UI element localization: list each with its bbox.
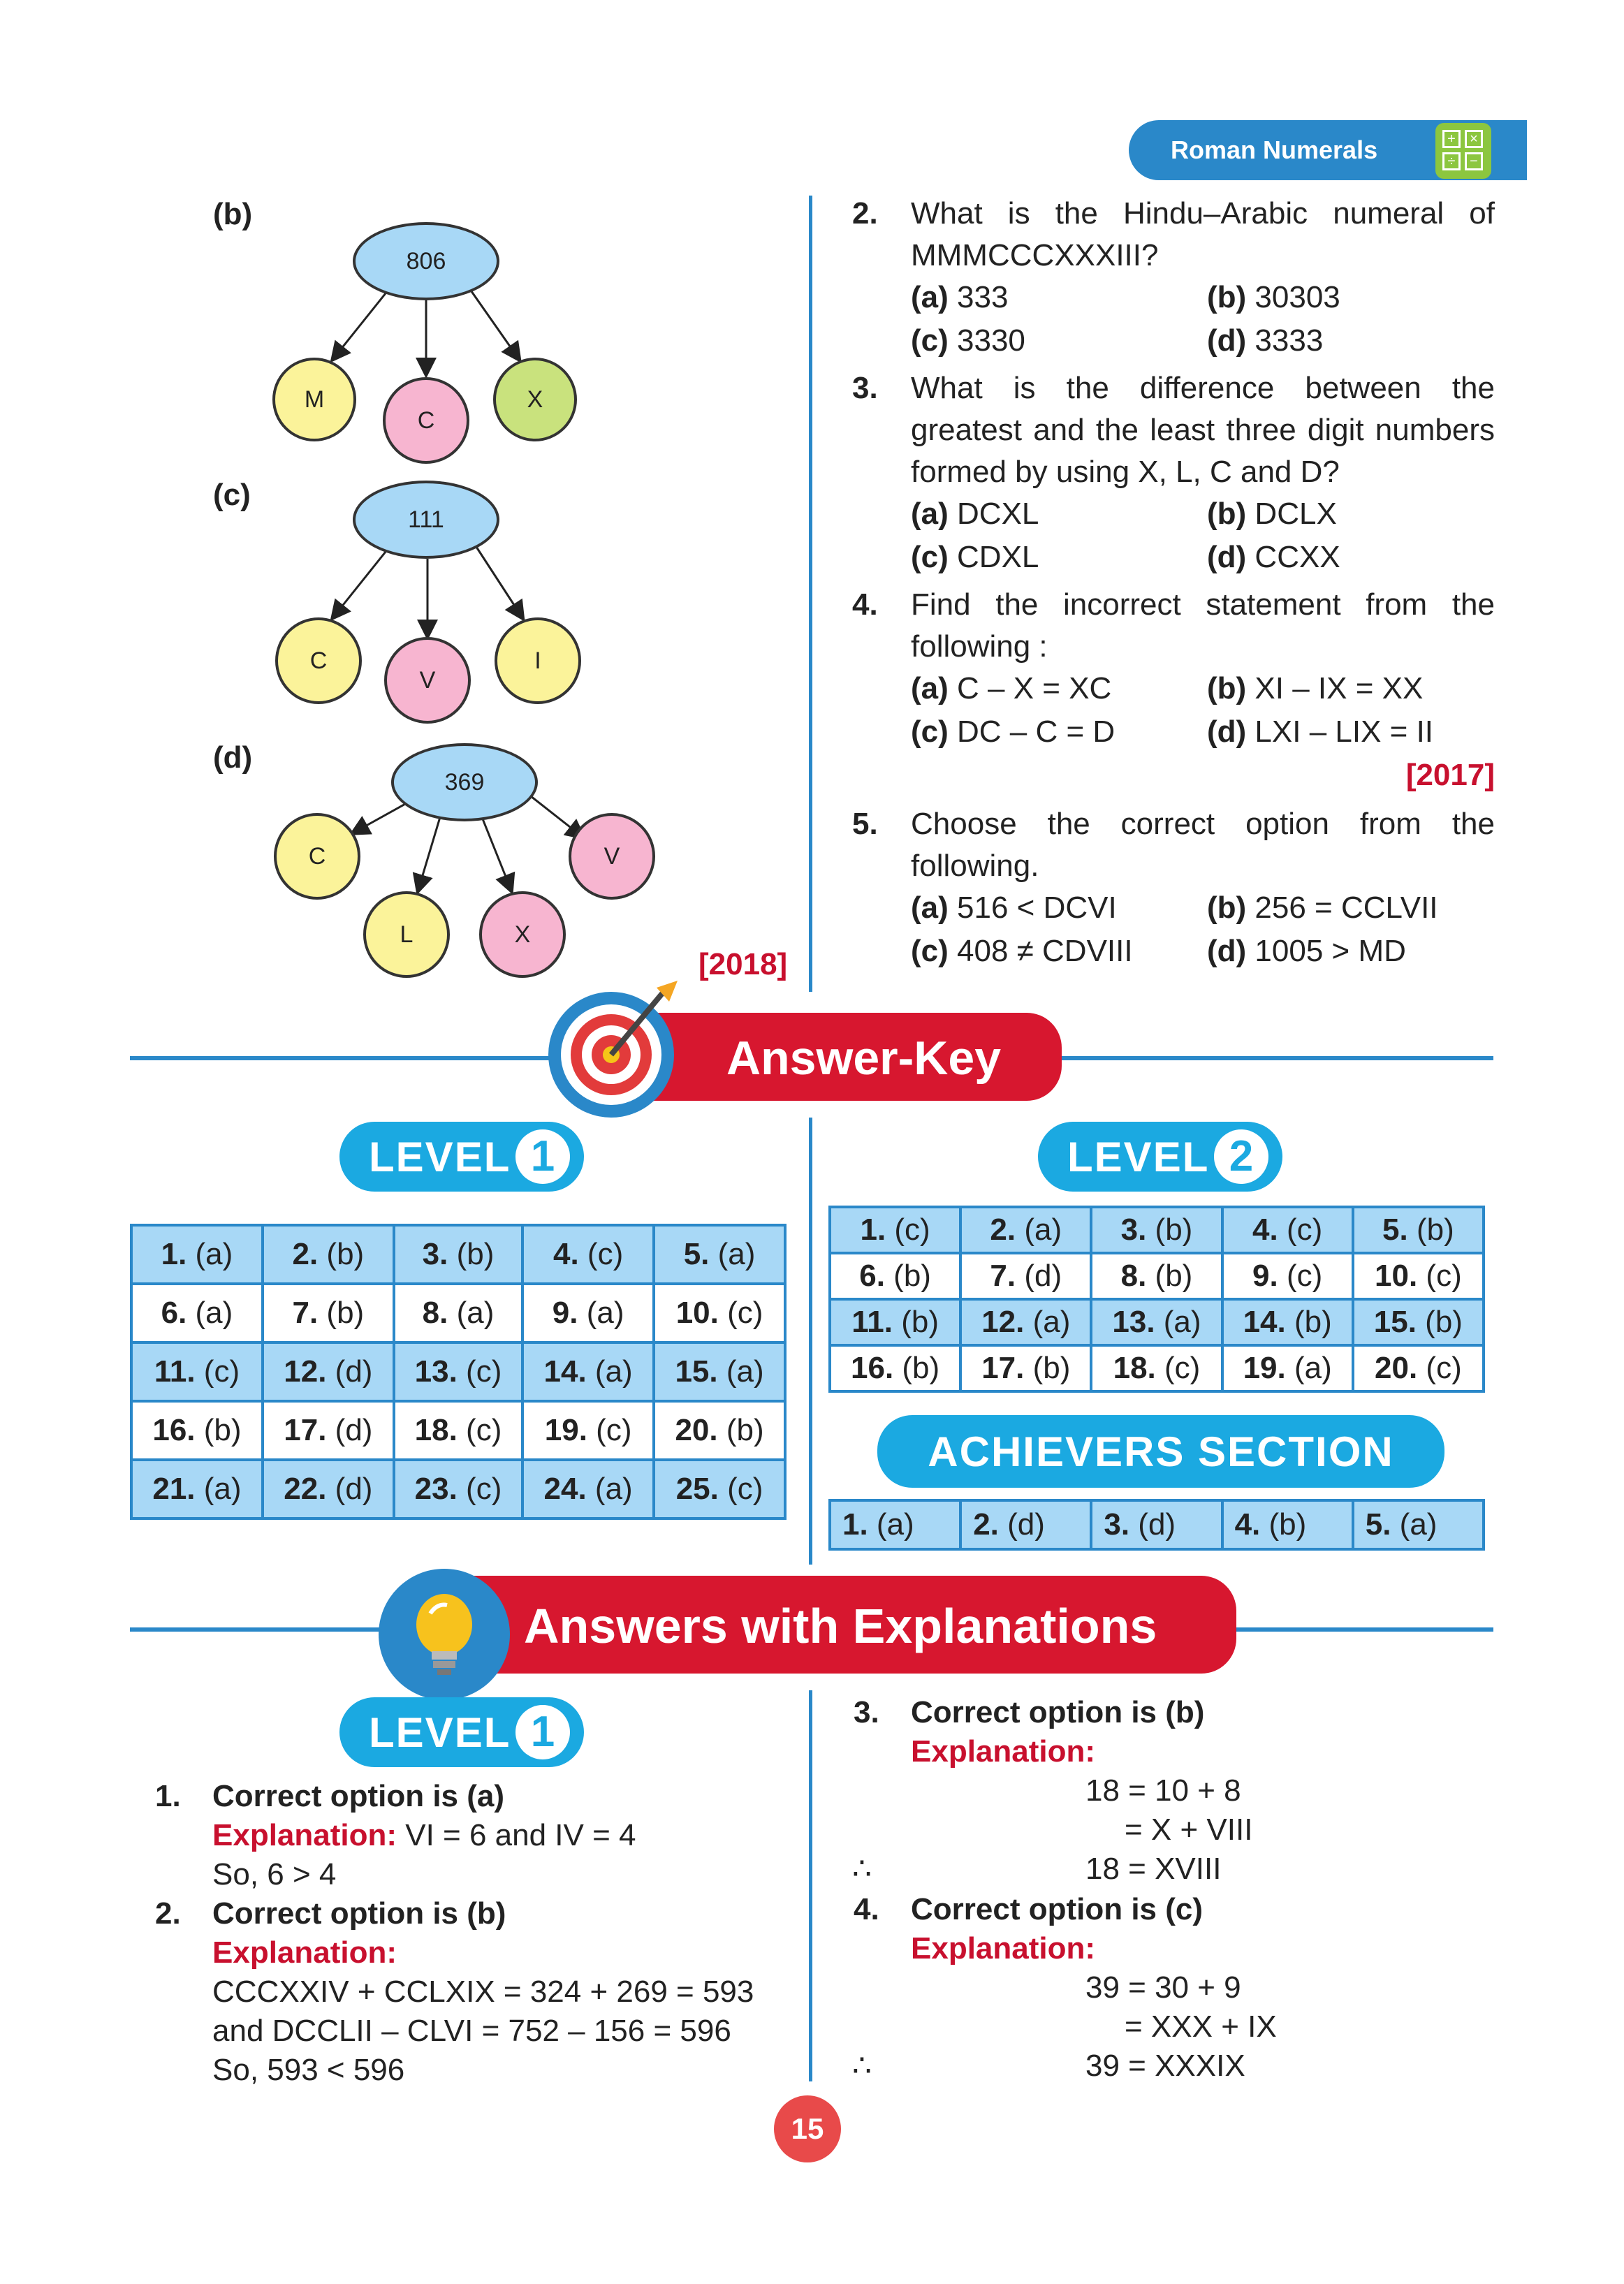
child-node: X [479,891,566,978]
answer-cell: 4. (b) [1222,1500,1353,1549]
answer-cell: 1. (a) [131,1225,263,1284]
answer-cell: 16. (b) [830,1345,960,1391]
question-text: Find the incorrect statement from the following : [911,587,1495,664]
question-text: What is the difference between the greatest and the least three digit numbers formed by using X, L, C and D? [911,371,1495,489]
column-divider [809,1118,812,1565]
explanation-2: 2. Correct option is (b) Explanation: CCCXXIV + CCLXIX = 324 + 269 = 593 and DCCLII – CLVI = 752 – 156 = 596 So, 593 < 596 [155,1896,754,2087]
answer-cell: 19. (c) [522,1401,654,1460]
table-row [830,1299,1484,1345]
question-text: What is the Hindu–Arabic numeral of MMMCCCXXXIII? [911,196,1495,272]
year-tag: [2018] [698,947,788,981]
answer-cell: 1. (a) [830,1500,960,1549]
child-node: C [275,617,362,704]
level-1-answer-table [130,1224,787,1520]
explanation-4: 4. Correct option is (c) Explanation: 39 = 30 + 9 = XXX + IX ∴ 39 = XXXIX [852,1892,1277,2083]
answer-cell: 10. (c) [1353,1253,1484,1299]
answer-cell: 4. (c) [522,1225,654,1284]
answer-cell: 13. (a) [1091,1299,1222,1345]
answer-cell: 20. (b) [654,1401,785,1460]
answer-cell: 17. (d) [263,1401,394,1460]
answer-cell: 21. (a) [131,1460,263,1518]
child-node: I [495,617,581,704]
answer-cell: 4. (c) [1222,1207,1353,1253]
question-3: 3. What is the difference between the greatest and the least three digit numbers formed by using X, L, C and D? (a) DCXL (b) DCLX (c) CDXL (d) CCXX [852,367,1495,580]
root-node-369: 369 [391,743,538,821]
answer-cell: 1. (c) [830,1207,960,1253]
question-5: 5. Choose the correct option from the following. (a) 516 < DCVI (b) 256 = CCLVII (c) 408 ≠ CDVIII (d) 1005 > MD [852,803,1495,974]
answer-cell: 3. (d) [1091,1500,1222,1549]
answer-cell: 13. (c) [394,1342,522,1401]
answer-cell: 7. (b) [263,1284,394,1342]
achievers-section-pill: ACHIEVERS SECTION [877,1415,1444,1488]
answer-cell: 8. (a) [394,1284,522,1342]
answer-cell: 14. (b) [1222,1299,1353,1345]
chapter-title: Roman Numerals [1171,136,1378,164]
level-1-pill: LEVEL 1 [339,1697,584,1767]
child-node: V [569,813,655,900]
column-divider [809,1690,812,2081]
answer-cell: 12. (d) [263,1342,394,1401]
question-4: 4. Find the incorrect statement from the following : (a) C – X = XC (b) XI – IX = XX (c) DC – C = D (d) LXI – LIX = II [2017] [852,584,1495,796]
answer-cell: 24. (a) [522,1460,654,1518]
table-row [830,1207,1484,1253]
answer-cell: 20. (c) [1353,1345,1484,1391]
lightbulb-icon [374,1565,514,1704]
answer-cell: 12. (a) [960,1299,1091,1345]
answer-cell: 17. (b) [960,1345,1091,1391]
answer-cell: 6. (b) [830,1253,960,1299]
answer-cell: 2. (d) [960,1500,1091,1549]
answer-cell: 2. (b) [263,1225,394,1284]
options: (a) 333 (b) 30303 (c) 3330 (d) 3333 [911,280,1340,358]
answer-cell: 9. (c) [1222,1253,1353,1299]
answer-cell: 7. (d) [960,1253,1091,1299]
level-2-pill: LEVEL 2 [1038,1122,1282,1192]
table-row [131,1284,785,1342]
table-row [830,1345,1484,1391]
answer-cell: 15. (b) [1353,1299,1484,1345]
child-node: M [272,358,356,441]
answer-cell: 2. (a) [960,1207,1091,1253]
level-1-pill: LEVEL 1 [339,1122,584,1192]
level-2-answer-table [828,1206,1485,1393]
table-row [131,1225,785,1284]
root-node-111: 111 [353,481,499,559]
child-node: L [363,891,450,978]
root-node-806: 806 [353,222,499,300]
page-number: 15 [774,2095,841,2162]
child-node: C [383,377,469,464]
answer-cell: 23. (c) [394,1460,522,1518]
answer-cell: 10. (c) [654,1284,785,1342]
answer-key-banner [629,1013,1062,1101]
achievers-answer-table [828,1499,1485,1551]
answer-cell: 16. (b) [131,1401,263,1460]
question-text: Choose the correct option from the following. [911,807,1495,883]
answer-cell: 5. (b) [1353,1207,1484,1253]
options: (a) 516 < DCVI (b) 256 = CCLVII (c) 408 ≠ CDVIII (d) 1005 > MD [911,891,1438,968]
answer-cell: 25. (c) [654,1460,785,1518]
option-c-label: (c) [213,478,251,512]
answer-cell: 14. (a) [522,1342,654,1401]
answer-cell: 22. (d) [263,1460,394,1518]
child-node: V [384,637,471,724]
target-icon [545,978,685,1118]
table-row [131,1401,785,1460]
answer-cell: 19. (a) [1222,1345,1353,1391]
table-row [131,1342,785,1401]
options: (a) DCXL (b) DCLX (c) CDXL (d) CCXX [911,497,1340,574]
answer-cell: 5. (a) [654,1225,785,1284]
options: (a) C – X = XC (b) XI – IX = XX (c) DC – C = D (d) LXI – LIX = II [911,671,1434,749]
answer-cell: 18. (c) [394,1401,522,1460]
explanation-1: 1. Correct option is (a) Explanation: VI = 6 and IV = 4 So, 6 > 4 [155,1779,636,1891]
table-row [830,1253,1484,1299]
answer-cell: 5. (a) [1353,1500,1484,1549]
answer-cell: 3. (b) [394,1225,522,1284]
explanations-title: Answers with Explanations [524,1599,1157,1653]
answer-cell: 3. (b) [1091,1207,1222,1253]
explanation-3: 3. Correct option is (b) Explanation: 18 = 10 + 8 = X + VIII ∴ 18 = XVIII [852,1695,1253,1886]
answer-cell: 9. (a) [522,1284,654,1342]
answer-cell: 15. (a) [654,1342,785,1401]
option-d-label: (d) [213,740,253,775]
explanations-banner [454,1576,1236,1674]
year-tag: [2017] [1405,758,1495,792]
answer-cell: 8. (b) [1091,1253,1222,1299]
answer-cell: 11. (c) [131,1342,263,1401]
answer-cell: 6. (a) [131,1284,263,1342]
answer-cell: 11. (b) [830,1299,960,1345]
child-node: X [493,358,577,441]
answer-cell: 18. (c) [1091,1345,1222,1391]
option-b-label: (b) [213,197,253,231]
table-row [131,1460,785,1518]
child-node: C [274,813,360,900]
calculator-icon: + × ÷ − [1435,123,1491,179]
question-2: 2. What is the Hindu–Arabic numeral of MMMCCCXXXIII? (a) 333 (b) 30303 (c) 3330 (d) 3333 [852,193,1495,363]
table-row [830,1500,1484,1549]
answer-key-title: Answer-Key [726,1032,1002,1085]
